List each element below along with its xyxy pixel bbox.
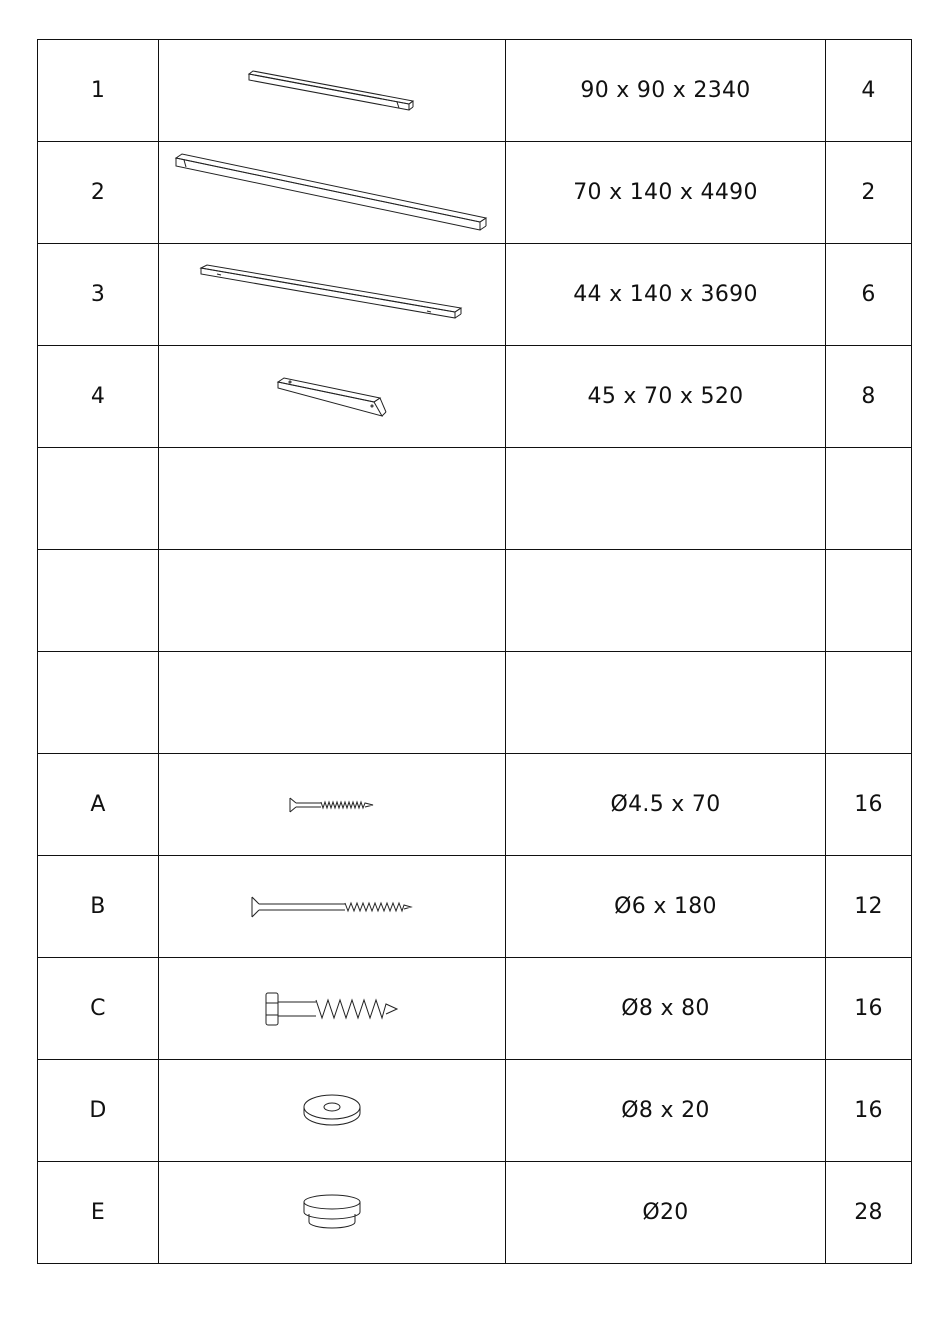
part-quantity: 8 xyxy=(826,346,912,448)
part-dimensions: Ø20 xyxy=(506,1162,826,1264)
part-quantity xyxy=(826,448,912,550)
table-row xyxy=(38,448,912,550)
part-illustration xyxy=(159,142,506,244)
part-illustration xyxy=(159,1060,506,1162)
part-id: A xyxy=(38,754,159,856)
table-row xyxy=(38,754,912,856)
part-illustration xyxy=(159,346,506,448)
part-id: 3 xyxy=(38,244,159,346)
part-quantity: 16 xyxy=(826,1060,912,1162)
wood-screw-long-icon xyxy=(249,894,415,920)
part-id xyxy=(38,550,159,652)
part-quantity: 2 xyxy=(826,142,912,244)
part-id: 2 xyxy=(38,142,159,244)
long-beam-icon xyxy=(172,148,492,238)
plug-cap-icon xyxy=(297,1192,367,1234)
part-dimensions: 44 x 140 x 3690 xyxy=(506,244,826,346)
part-id: C xyxy=(38,958,159,1060)
part-quantity: 12 xyxy=(826,856,912,958)
table-row xyxy=(38,1162,912,1264)
part-dimensions: Ø8 x 80 xyxy=(506,958,826,1060)
table-row xyxy=(38,550,912,652)
part-id: E xyxy=(38,1162,159,1264)
table-row xyxy=(38,652,912,754)
part-illustration xyxy=(159,1162,506,1264)
part-id: B xyxy=(38,856,159,958)
part-id: 4 xyxy=(38,346,159,448)
long-post-icon xyxy=(247,66,417,116)
part-dimensions xyxy=(506,448,826,550)
table-row xyxy=(38,142,912,244)
table-row xyxy=(38,244,912,346)
part-dimensions: 70 x 140 x 4490 xyxy=(506,142,826,244)
part-dimensions: 90 x 90 x 2340 xyxy=(506,40,826,142)
table-row xyxy=(38,346,912,448)
part-illustration xyxy=(159,856,506,958)
part-quantity: 6 xyxy=(826,244,912,346)
part-illustration xyxy=(159,754,506,856)
part-quantity: 28 xyxy=(826,1162,912,1264)
part-dimensions: Ø4.5 x 70 xyxy=(506,754,826,856)
part-quantity: 4 xyxy=(826,40,912,142)
short-brace-icon xyxy=(276,374,388,420)
part-illustration xyxy=(159,448,506,550)
part-id xyxy=(38,652,159,754)
part-quantity: 16 xyxy=(826,958,912,1060)
wood-screw-small-icon xyxy=(287,795,377,815)
table-row xyxy=(38,856,912,958)
part-dimensions xyxy=(506,652,826,754)
table-row xyxy=(38,1060,912,1162)
hex-lag-bolt-icon xyxy=(262,990,402,1028)
part-dimensions: Ø6 x 180 xyxy=(506,856,826,958)
part-dimensions xyxy=(506,550,826,652)
part-id: D xyxy=(38,1060,159,1162)
part-illustration xyxy=(159,40,506,142)
part-illustration xyxy=(159,652,506,754)
parts-table xyxy=(37,39,912,1264)
part-quantity xyxy=(826,652,912,754)
part-illustration xyxy=(159,958,506,1060)
part-id xyxy=(38,448,159,550)
table-row xyxy=(38,958,912,1060)
plank-icon xyxy=(197,262,467,328)
part-quantity xyxy=(826,550,912,652)
part-dimensions: Ø8 x 20 xyxy=(506,1060,826,1162)
washer-icon xyxy=(300,1091,364,1131)
part-illustration xyxy=(159,244,506,346)
table-row xyxy=(38,40,912,142)
part-dimensions: 45 x 70 x 520 xyxy=(506,346,826,448)
part-illustration xyxy=(159,550,506,652)
part-id: 1 xyxy=(38,40,159,142)
part-quantity: 16 xyxy=(826,754,912,856)
